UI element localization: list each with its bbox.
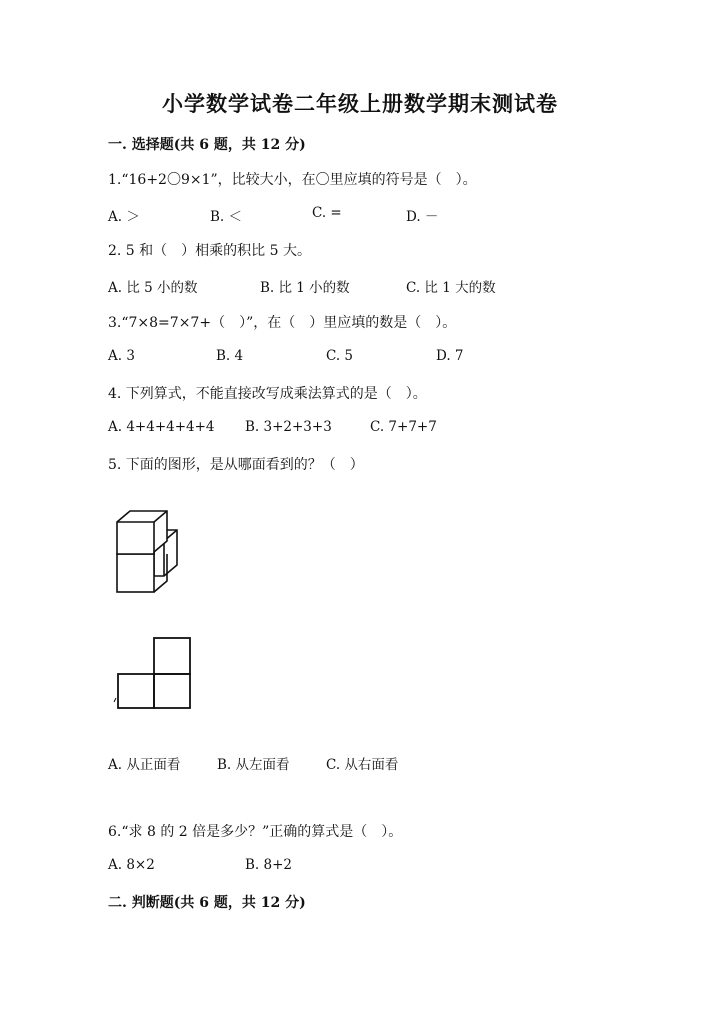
question-1-stem: 1.“16+2〇9×1”，比较大小，在〇里应填的符号是（ ）。 bbox=[108, 172, 477, 188]
question-2-option-c[interactable]: C. 比 1 大的数 bbox=[406, 280, 496, 296]
question-5-option-c[interactable]: C. 从右面看 bbox=[326, 757, 399, 773]
page-title: 小学数学试卷二年级上册数学期末测试卷 bbox=[162, 91, 558, 116]
question-1-option-c[interactable]: C. = bbox=[312, 205, 342, 221]
question-6-option-b[interactable]: B. 8+2 bbox=[245, 857, 292, 873]
question-5-stem: 5. 下面的图形，是从哪面看到的？（ ） bbox=[108, 457, 364, 473]
question-4-option-a[interactable]: A. 4+4+4+4+4 bbox=[108, 419, 215, 435]
question-1-option-a[interactable]: A. ＞ bbox=[108, 209, 140, 225]
question-2-option-a[interactable]: A. 比 5 小的数 bbox=[108, 280, 198, 296]
question-6-stem: 6.“求 8 的 2 倍是多少？”正确的算式是（ ）。 bbox=[108, 824, 403, 840]
question-5-option-a[interactable]: A. 从正面看 bbox=[108, 757, 181, 773]
question-3-option-c[interactable]: C. 5 bbox=[326, 348, 354, 364]
section-heading-judgement: 二. 判断题(共 6 题，共 12 分) bbox=[108, 895, 306, 911]
question-1-option-b[interactable]: B. ＜ bbox=[210, 209, 243, 225]
question-5-option-b[interactable]: B. 从左面看 bbox=[217, 757, 290, 773]
section-heading-choice: 一. 选择题(共 6 题，共 12 分) bbox=[108, 137, 306, 153]
question-3-option-d[interactable]: D. 7 bbox=[436, 348, 464, 364]
question-3-option-b[interactable]: B. 4 bbox=[216, 348, 244, 364]
question-4-option-b[interactable]: B. 3+2+3+3 bbox=[245, 419, 332, 435]
question-3-option-a[interactable]: A. 3 bbox=[108, 348, 135, 364]
question-1-option-d[interactable]: D. － bbox=[406, 209, 439, 225]
question-6-option-a[interactable]: A. 8×2 bbox=[108, 857, 155, 873]
question-2-option-b[interactable]: B. 比 1 小的数 bbox=[260, 280, 350, 296]
question-3-stem: 3.“7×8=7×7+（ ）”，在（ ）里应填的数是（ ）。 bbox=[108, 315, 457, 331]
question-4-stem: 4. 下列算式，不能直接改写成乘法算式的是（ ）。 bbox=[108, 386, 427, 402]
question-2-stem: 2. 5 和（ ）相乘的积比 5 大。 bbox=[108, 243, 311, 259]
cube-stack-figure bbox=[105, 500, 195, 600]
view-figure bbox=[112, 636, 197, 714]
question-4-option-c[interactable]: C. 7+7+7 bbox=[370, 419, 437, 435]
